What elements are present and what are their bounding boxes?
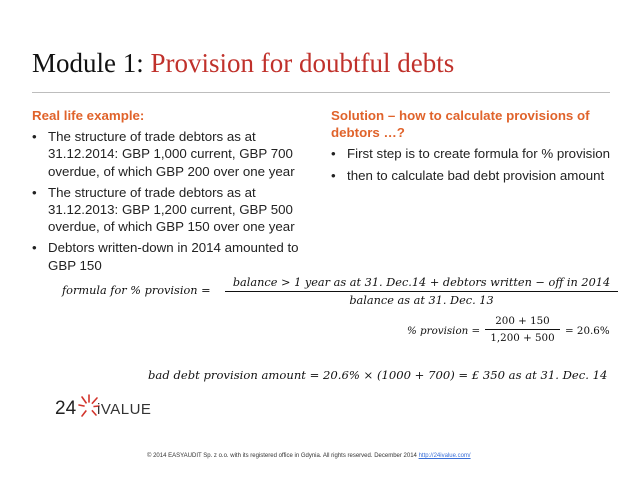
right-column-heading: Solution – how to calculate provisions of debtors …? <box>331 108 590 141</box>
logo-brand-name: iVALUE <box>97 401 152 418</box>
footer-text: © 2014 EASYAUDIT Sp. z o.o. with its registered office in Gdynia. All rights reserved. December 2014 <box>147 453 419 459</box>
list-item-text: then to calculate bad debt provision amount <box>347 167 605 183</box>
left-column-heading: Real life example: <box>32 108 145 123</box>
list-item <box>32 184 317 236</box>
right-column <box>331 107 621 188</box>
left-column <box>32 107 317 278</box>
bullet-icon: • <box>331 167 336 183</box>
logo-number: 24 <box>55 398 77 419</box>
list-item-text: First step is to create formula for % provision <box>347 146 611 162</box>
list-item-text: The structure of trade debtors as at 31.12.2014: GBP 1,000 current, GBP 700 overdue, of which GBP 200 over one year <box>48 129 295 179</box>
title-divider <box>32 92 610 93</box>
formula-denominator: balance as at 31. Dec. 13 <box>349 294 494 307</box>
bullet-icon: • <box>32 240 37 256</box>
formula-lhs: formula for % provision = <box>62 284 211 297</box>
formula-numerator: 200 + 150 <box>495 315 550 327</box>
list-item <box>32 128 317 180</box>
bullet-icon: • <box>331 146 336 162</box>
formula-denominator: 1,200 + 500 <box>490 332 555 344</box>
list-item <box>331 145 621 162</box>
formula-lhs: % provision = <box>407 325 481 337</box>
formula-fraction <box>485 315 560 344</box>
footer-link[interactable]: http://24ivalue.com/ <box>418 453 471 459</box>
bullet-icon: • <box>32 184 37 200</box>
company-logo <box>55 393 165 423</box>
list-item <box>32 239 317 273</box>
bullet-icon: • <box>32 129 37 145</box>
formula-result: = 20.6% <box>565 325 610 337</box>
formula-numerator: balance > 1 year as at 31. Dec.14 + debtors written − off in 2014 <box>232 276 611 289</box>
slide-title <box>32 48 612 79</box>
list-item-text: The structure of trade debtors as at 31.12.2013: GBP 1,200 current, GBP 500 overdue, of which GBP 150 over one year <box>48 184 295 235</box>
formula-fraction <box>225 276 618 307</box>
copyright-footer <box>147 453 471 459</box>
right-bullet-list <box>331 145 621 183</box>
provision-formula <box>62 276 622 310</box>
list-item <box>331 167 621 184</box>
title-prefix: Module 1: <box>32 48 151 78</box>
provision-percent-calculation <box>407 315 610 349</box>
title-accent: Provision for doubtful debts <box>150 48 455 78</box>
left-bullet-list <box>32 128 317 274</box>
bad-debt-provision-amount: bad debt provision amount = 20.6% × (1000 + 700) = £ 350 as at 31. Dec. 14 <box>148 368 608 382</box>
list-item-text: Debtors written-down in 2014 amounted to GBP 150 <box>48 240 299 273</box>
